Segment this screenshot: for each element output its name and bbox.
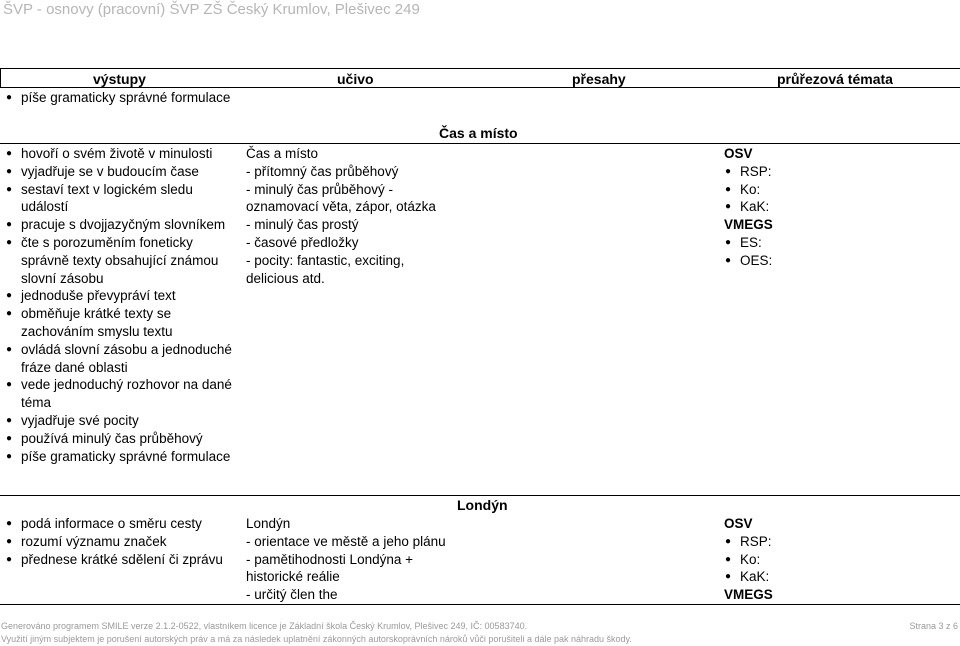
curriculum-line: - minulý čas průběhový - (246, 181, 394, 197)
cross-topic-item: ● Ko: (724, 181, 954, 199)
header-outcomes: výstupy (93, 71, 146, 87)
outcome-item: ● pracuje s dvojjazyčným slovníkem (5, 216, 233, 234)
outcome-item: ● hovoří o svém životě v minulosti (5, 145, 233, 163)
curriculum-line: - orientace ve městě a jeho plánu (246, 533, 446, 549)
header-overlaps: přesahy (572, 71, 626, 87)
footer-page-number: Strana 3 z 6 (909, 621, 958, 631)
outcome-item: ● obměňuje krátké texty se zachováním smyslu textu (5, 305, 233, 341)
outcome-item: ● používá minulý čas průběhový (5, 430, 233, 448)
outcome-item: ● čte s porozuměním foneticky správně texty obsahující známou slovní zásobu (5, 234, 233, 287)
curriculum-line: delicious atd. (246, 270, 325, 286)
curriculum-line: - určitý člen the (246, 587, 338, 603)
curriculum-line: - přítomný čas průběhový (246, 163, 399, 179)
cross-topic-heading: OSV (724, 146, 753, 161)
cross-topic-item: ● KaK: (724, 198, 954, 216)
top-outcomes-column (5, 89, 233, 107)
outcome-item: ● vyjadřuje své pocity (5, 412, 233, 430)
outcome-item: ● píše gramaticky správné formulace (5, 89, 233, 107)
section-title: Londýn (457, 497, 508, 513)
section-title: Čas a místo (439, 125, 518, 141)
cross-topics-column (724, 145, 954, 270)
outcome-item: ● sestaví text v logickém sledu událostí (5, 181, 233, 217)
curriculum-column (246, 515, 466, 604)
table-bottom-rule (0, 604, 960, 605)
outcome-item: ● vyjadřuje se v budoucím čase (5, 163, 233, 181)
curriculum-line: Čas a místo (246, 146, 319, 161)
footer-generated: Generováno programem SMILE verze 2.1.2-0522, vlastníkem licence je Základní škola Český Krumlov, Plešivec 249, IČ: 00583740. (1, 621, 528, 631)
outcomes-column (5, 145, 233, 465)
cross-topic-item: ● KaK: (724, 568, 954, 586)
cross-topic-item: ● OES: (724, 252, 954, 270)
header-bottom-rule (0, 87, 960, 88)
section-divider (0, 495, 960, 496)
outcome-item: ● jednoduše převypráví text (5, 287, 233, 305)
cross-topic-heading: OSV (724, 516, 753, 531)
table-top-rule (0, 68, 960, 69)
cross-topics-column (724, 515, 954, 604)
curriculum-line: - pamětihodnosti Londýna + (246, 551, 413, 567)
curriculum-line: Londýn (246, 516, 291, 531)
header-curriculum: učivo (337, 71, 374, 87)
outcome-item: ● vede jednoduchý rozhovor na dané téma (5, 376, 233, 412)
curriculum-line: historické reálie (246, 569, 340, 585)
cross-topic-heading: VMEGS (724, 217, 773, 233)
footer-copyright: Využití jiným subjektem je porušení autorských práv a má za následek uplatnění zákonných autorskoprávních nároků vůči porušiteli a dále pak náhradu škody. (1, 634, 632, 644)
section-divider (0, 143, 960, 144)
curriculum-line: - minulý čas prostý (246, 217, 359, 233)
outcome-item: ● ovládá slovní zásobu a jednoduché fráze dané oblasti (5, 341, 233, 377)
curriculum-line: - pocity: fantastic, exciting, (246, 252, 405, 268)
outcome-item: ● přednese krátké sdělení či zprávu (5, 551, 233, 569)
outcome-item: ● rozumí významu značek (5, 533, 233, 551)
outcome-item: ● podá informace o směru cesty (5, 515, 233, 533)
outcomes-column (5, 515, 233, 568)
curriculum-line: oznamovací věta, zápor, otázka (246, 199, 436, 215)
curriculum-column (246, 145, 466, 287)
table-left-border (0, 68, 1, 88)
cross-topic-heading: VMEGS (724, 587, 773, 603)
cross-topic-item: ● ES: (724, 234, 954, 252)
document-title: ŠVP - osnovy (pracovní) ŠVP ZŠ Český Krumlov, Plešivec 249 (3, 1, 420, 18)
cross-topic-item: ● RSP: (724, 533, 954, 551)
outcome-item: ● píše gramaticky správné formulace (5, 448, 233, 466)
header-cross-topics: průřezová témata (777, 71, 893, 87)
cross-topic-item: ● RSP: (724, 163, 954, 181)
cross-topic-item: ● Ko: (724, 551, 954, 569)
curriculum-line: - časové předložky (246, 234, 359, 250)
